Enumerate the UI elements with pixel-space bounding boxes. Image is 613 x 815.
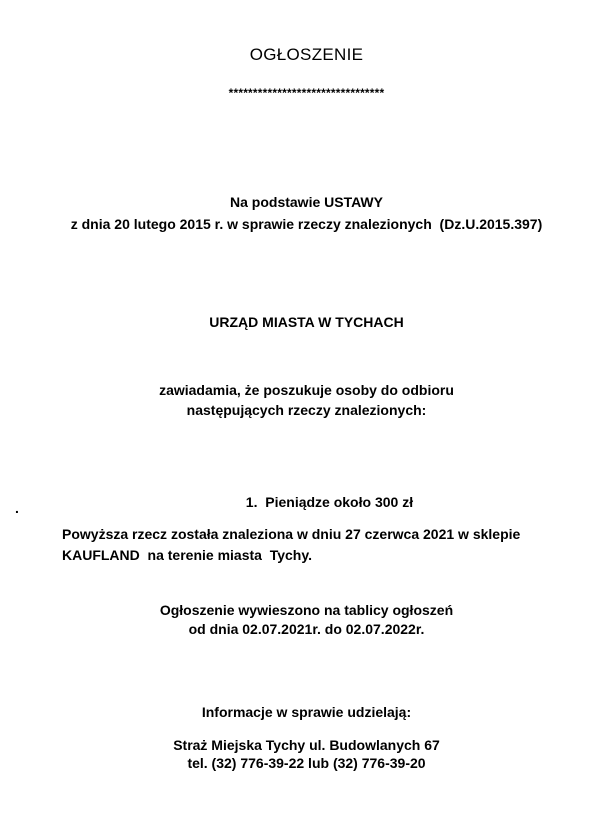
contact-phone: tel. (32) 776-39-22 lub (32) 776-39-20: [187, 755, 426, 771]
legal-basis-line-1: Na podstawie USTAWY: [230, 194, 383, 210]
found-item-number: 1.: [245, 494, 258, 510]
contact-heading: Informacje w sprawie udzielają:: [201, 704, 412, 720]
notice-line-2: następujących rzeczy znalezionych:: [186, 402, 427, 418]
found-info-line-1: Powyższa rzecz została znaleziona w dniu 27 czerwca 2021 w sklepie: [62, 526, 521, 542]
found-info-line-2: KAUFLAND na terenie miasta Tychy.: [62, 547, 312, 563]
office-name: URZĄD MIASTA W TYCHACH: [209, 314, 404, 330]
announcement-title: OGŁOSZENIE: [249, 45, 364, 64]
notice-line-1: zawiadamia, że poszukuje osoby do odbioru: [159, 382, 454, 398]
found-item-text: Pieniądze około 300 zł: [265, 494, 414, 510]
title-separator: ********************************: [228, 86, 385, 100]
posting-line-2: od dnia 02.07.2021r. do 02.07.2022r.: [188, 621, 425, 637]
contact-address: Straż Miejska Tychy ul. Budowlanych 67: [173, 737, 440, 753]
posting-line-1: Ogłoszenie wywieszono na tablicy ogłoszeń: [159, 602, 454, 618]
found-item-1: [238, 475, 413, 511]
legal-basis-line-2: z dnia 20 lutego 2015 r. w sprawie rzeczy znalezionych (Dz.U.2015.397): [70, 216, 543, 232]
stray-mark: .: [15, 500, 19, 516]
